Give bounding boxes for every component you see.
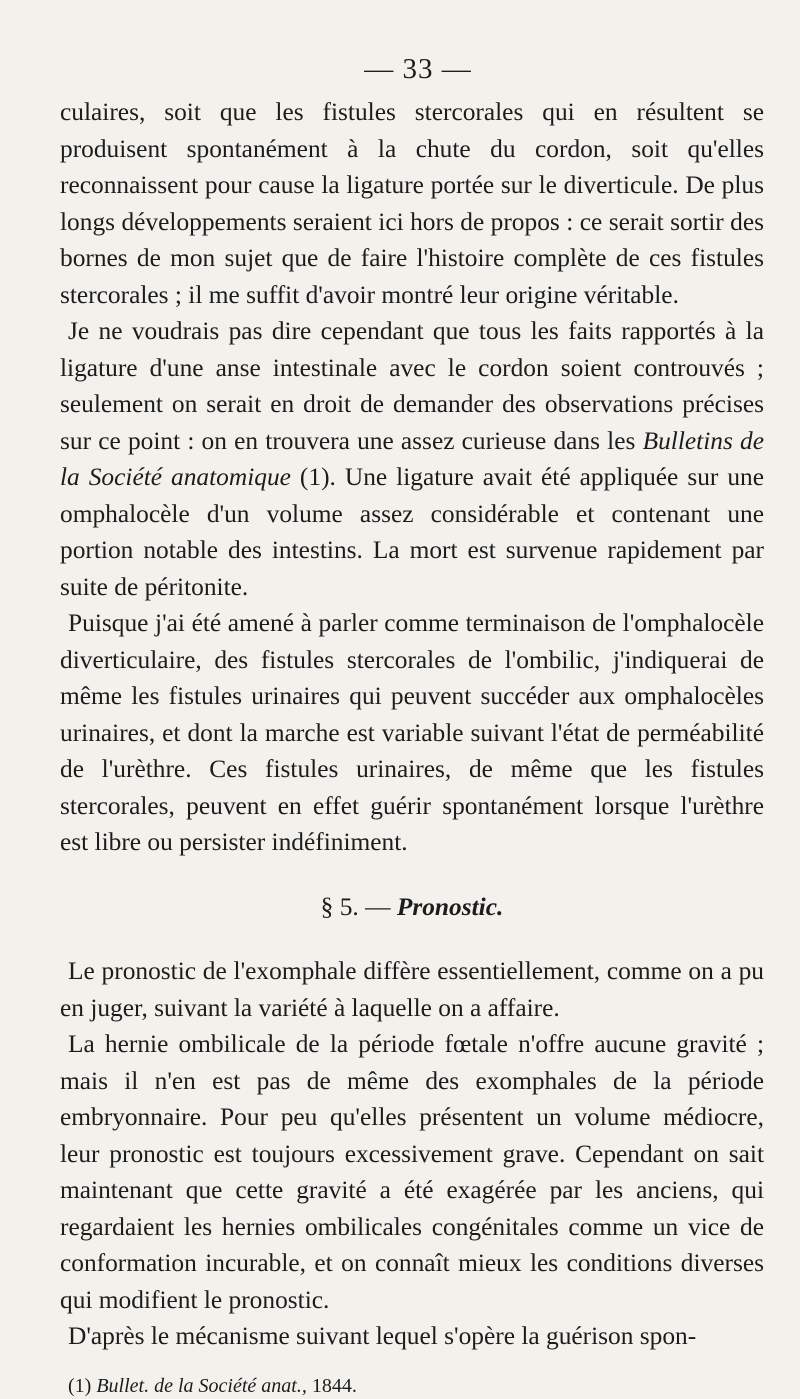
document-page: [60, 52, 764, 1399]
section-title: Pronostic.: [396, 892, 504, 921]
page-number: — 33 —: [364, 53, 472, 85]
paragraph-5: La hernie ombilicale de la période fœtale n'offre aucune gravité ; mais il n'en est pas de même des exomphales de la période embryonnaire. Pour peu qu'elles présentent un volume médiocre, leur pronostic est toujours excessivement grave. Cependant on sait maintenant que cette gravité a été exagérée par les anciens, qui regardaient les hernies ombilicales congénitales comme un vice de conformation incurable, et on connaît mieux les conditions diverses qui modifient le pronostic.: [60, 1030, 764, 1314]
section-number: § 5. —: [320, 892, 397, 921]
section-heading: [60, 889, 764, 926]
paragraph-2-text-b: (1). Une ligature avait été appliquée sur une omphalocèle d'un volume assez considérable et contenant une portion notable des intestins. La mort est survenue rapidement par suite de péritonite.: [60, 463, 764, 601]
journal-title: Bulletins de la Société anatomique: [60, 426, 764, 491]
footnote-source: Bullet. de la Société anat.,: [96, 1374, 307, 1397]
paragraph-1: culaires, soit que les fistules stercorales qui en résultent se produisent spontanément à la chute du cordon, soit qu'elles reconnaissent pour cause la ligature portée sur le diverticule. De plus longs développements seraient ici hors de propos : ce serait sortir des bornes de mon sujet que de faire l'histoire complète de ces fistules stercorales ; il me suffit d'avoir montré leur origine véritable.: [60, 98, 764, 309]
footnote: [68, 1373, 764, 1399]
footnote-marker: (1): [68, 1374, 97, 1397]
paragraph-4: Le pronostic de l'exomphale diffère essentiellement, comme on a pu en juger, suivant la variété à laquelle on a affaire.: [60, 957, 764, 1022]
paragraph-2: [60, 313, 764, 605]
paragraph-6: D'après le mécanisme suivant lequel s'opère la guérison spon-: [68, 1322, 697, 1350]
footnote-year: 1844.: [306, 1374, 357, 1397]
paragraph-2-text-a: Je ne voudrais pas dire cependant que tous les faits rapportés à la ligature d'une anse intestinale avec le cordon soient controuvés ; seulement on serait en droit de demander des observations précises sur ce point : on en trouvera une assez curieuse dans les: [60, 317, 764, 455]
paragraph-3: Puisque j'ai été amené à parler comme terminaison de l'omphalocèle diverticulaire, des fistules stercorales de l'ombilic, j'indiquerai de même les fistules urinaires qui peuvent succéder aux omphalocèles urinaires, et dont la marche est variable suivant l'état de perméabilité de l'urèthre. Ces fistules urinaires, de même que les fistules stercorales, peuvent en effet guérir spontanément lorsque l'urèthre est libre ou persister indéfiniment.: [60, 609, 764, 856]
